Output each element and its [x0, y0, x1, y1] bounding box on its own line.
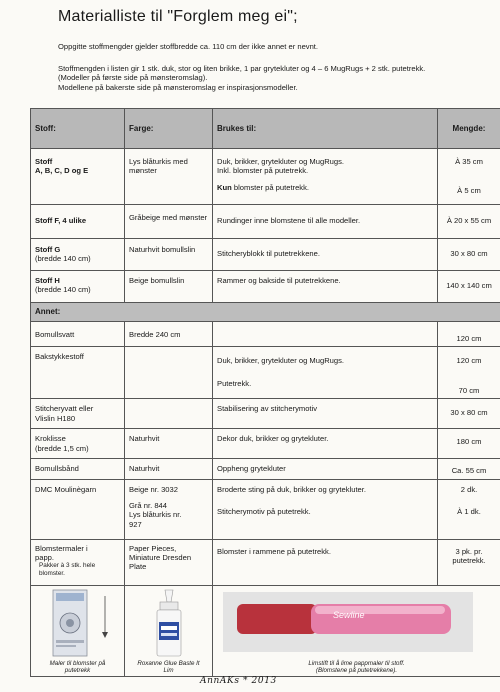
stoff-name: Stoff	[35, 157, 53, 166]
farge-cell	[125, 479, 213, 539]
signature: AnnAKs * 2013	[200, 676, 277, 686]
amount: 2 dk.	[460, 484, 478, 494]
stoff-name-detail: (bredde 1,5 cm)	[35, 443, 89, 453]
caption-line: Maler til blomster på	[49, 659, 106, 667]
stoff-name-detail: papp.	[35, 553, 55, 563]
stoff-cell: Bakstykkestoff	[31, 347, 125, 399]
brukes-cell: Stitcheryblokk til putetrekkene.	[213, 239, 438, 271]
stoff-name-detail: A, B, C, D og E	[35, 166, 89, 176]
header-farge: Farge:	[125, 109, 213, 149]
brukes-cell: Rammer og bakside til putetrekkene.	[213, 271, 438, 303]
use-line: Broderte sting på duk, brikker og grytekluter.	[217, 484, 366, 494]
mengde-cell: 120 cm	[438, 322, 500, 347]
glue-bottle-photo	[127, 588, 210, 660]
farge-cell	[125, 539, 213, 585]
table-row	[31, 459, 500, 479]
table-row	[31, 539, 500, 585]
farge-cell	[125, 347, 213, 399]
use-emphasis: Kun	[217, 182, 232, 192]
intro-line-1: Oppgitte stoffmengder gjelder stoffbredde ca. 110 cm der ikke annet er nevnt.	[58, 42, 319, 51]
table-row	[31, 322, 500, 347]
template-package-icon	[33, 588, 121, 660]
pen-label: Sewline	[333, 609, 365, 620]
farge-cell: Beige bomullslin	[125, 271, 213, 303]
caption-line: (Blomstene på putetrekkene).	[315, 666, 398, 674]
mengde-cell: À 20 x 55 cm	[438, 205, 500, 239]
color-line: Lys blåturkis nr.	[129, 510, 182, 520]
mengde-cell	[438, 479, 500, 539]
farge-cell: Naturhvit bomullslin	[125, 239, 213, 271]
glue-stick-image-cell	[213, 585, 500, 676]
stoff-cell	[31, 239, 125, 271]
amount: À 35 cm	[455, 157, 483, 166]
mengde-cell: Ca. 55 cm	[438, 459, 500, 479]
brukes-cell: Stabilisering av stitcherymotiv	[213, 399, 438, 429]
glue-stick-photo	[215, 588, 498, 660]
farge-cell: Lys blåturkis med mønster	[125, 149, 213, 205]
mengde-cell: 30 x 80 cm	[438, 399, 500, 429]
table-row	[31, 239, 500, 271]
template-package-photo	[33, 588, 122, 660]
farge-cell	[125, 399, 213, 429]
stoff-cell	[31, 539, 125, 585]
caption-line: Roxanne Glue Baste It	[137, 659, 200, 667]
section-header-annet	[31, 303, 500, 322]
intro-line-2: Stoffmengden i listen gir 1 stk. duk, stor og liten brikke, 1 par grytekluter og 4 – 6 MugRugs + 2 stk. putetrekk. (Modeller på første side på mønsteromslag).	[58, 64, 426, 83]
glue-bottle-icon	[127, 588, 211, 660]
farge-cell: Naturhvit	[125, 459, 213, 479]
stoff-name: Stoff H	[35, 276, 60, 285]
use-line: Inkl. blomster på putetrekk.	[217, 166, 309, 176]
table-row	[31, 479, 500, 539]
amount: 3 pk. pr.	[455, 546, 483, 556]
use-line: blomster på putetrekk.	[231, 182, 310, 192]
stoff-cell	[31, 271, 125, 303]
stoff-cell: DMC Moulinègarn	[31, 479, 125, 539]
caption-line: Lim	[163, 666, 174, 674]
mengde-cell	[438, 539, 500, 585]
brukes-cell	[213, 149, 438, 205]
stoff-name: Blomstermaler i	[35, 543, 88, 553]
glue-caption	[127, 660, 210, 674]
mengde-cell: 30 x 80 cm	[438, 239, 500, 271]
mengde-cell: 180 cm	[438, 429, 500, 459]
stoff-name: Kroklisse	[35, 434, 66, 444]
glue-stick-caption	[215, 660, 498, 674]
brukes-cell: Oppheng grytekluter	[213, 459, 438, 479]
amount: 70 cm	[458, 385, 480, 395]
mengde-cell: 140 x 140 cm	[438, 271, 500, 303]
table-row	[31, 271, 500, 303]
farge-cell: Gråbeige med mønster	[125, 205, 213, 239]
amount: 120 cm	[456, 356, 482, 366]
mengde-cell	[438, 149, 500, 205]
stoff-cell: Bomullsvatt	[31, 322, 125, 347]
brukes-cell	[213, 322, 438, 347]
use-line: Duk, brikker, grytekluter og MugRugs.	[217, 157, 345, 166]
color-line: Plate	[129, 562, 147, 572]
header-brukes: Brukes til:	[213, 109, 438, 149]
farge-cell: Naturhvit	[125, 429, 213, 459]
table-row	[31, 429, 500, 459]
materials-table	[30, 108, 500, 677]
section-label: Annet:	[31, 303, 500, 322]
stoff-name-detail: Vlislin H180	[35, 413, 76, 423]
caption-line: Limstift til å lime pappmaler til stoff.	[308, 659, 405, 667]
glue-image-cell	[125, 585, 213, 676]
use-line: Stitcherymotiv på putetrekk.	[217, 507, 311, 517]
amount: putetrekk.	[452, 556, 486, 566]
template-image-cell	[31, 585, 125, 676]
mengde-cell	[438, 347, 500, 399]
color-line: Beige nr. 3032	[129, 484, 178, 494]
table-row	[31, 149, 500, 205]
brukes-cell	[213, 347, 438, 399]
farge-cell: Bredde 240 cm	[125, 322, 213, 347]
stoff-name: Stoff G	[35, 245, 61, 254]
stoff-name-detail: (bredde 140 cm)	[35, 285, 91, 295]
glue-stick-icon	[215, 588, 495, 658]
image-row	[31, 585, 500, 676]
table-row	[31, 399, 500, 429]
header-stoff: Stoff:	[31, 109, 125, 149]
stoff-cell: Stoff F, 4 ulike	[31, 205, 125, 239]
amount: À 1 dk.	[457, 507, 481, 517]
intro-paragraph	[58, 64, 458, 92]
table-header-row	[31, 109, 500, 149]
brukes-cell: Dekor duk, brikker og grytekluter.	[213, 429, 438, 459]
color-line: Grå nr. 844	[129, 501, 167, 511]
table-row	[31, 347, 500, 399]
header-mengde: Mengde:	[438, 109, 500, 149]
brukes-cell: Blomster i rammene på putetrekk.	[213, 539, 438, 585]
caption-line: putetrekk	[64, 666, 91, 674]
amount: À 5 cm	[457, 186, 481, 196]
template-caption	[33, 660, 122, 674]
page-title: Materialliste til "Forglem meg ei";	[58, 8, 298, 25]
use-line: Putetrekk.	[217, 378, 252, 388]
table-row	[31, 205, 500, 239]
stoff-name-detail: (bredde 140 cm)	[35, 254, 91, 264]
color-line: 927	[129, 519, 142, 529]
package-note: Pakker à 3 stk. hele blomster.	[39, 562, 96, 577]
intro-line-3: Modellene på bakerste side på mønsteromslag er inspirasjonsmodeller.	[58, 82, 298, 92]
stoff-cell	[31, 149, 125, 205]
stoff-cell: Bomullsbånd	[31, 459, 125, 479]
brukes-cell: Rundinger inne blomstene til alle modeller.	[213, 205, 438, 239]
stoff-cell	[31, 399, 125, 429]
color-line: Miniature Dresden	[129, 553, 192, 563]
color-line: Paper Pieces,	[129, 543, 177, 553]
stoff-cell	[31, 429, 125, 459]
brukes-cell	[213, 479, 438, 539]
use-line: Duk, brikker, grytekluter og MugRugs.	[217, 356, 345, 366]
stoff-name: Stitcheryvatt eller	[35, 404, 94, 414]
